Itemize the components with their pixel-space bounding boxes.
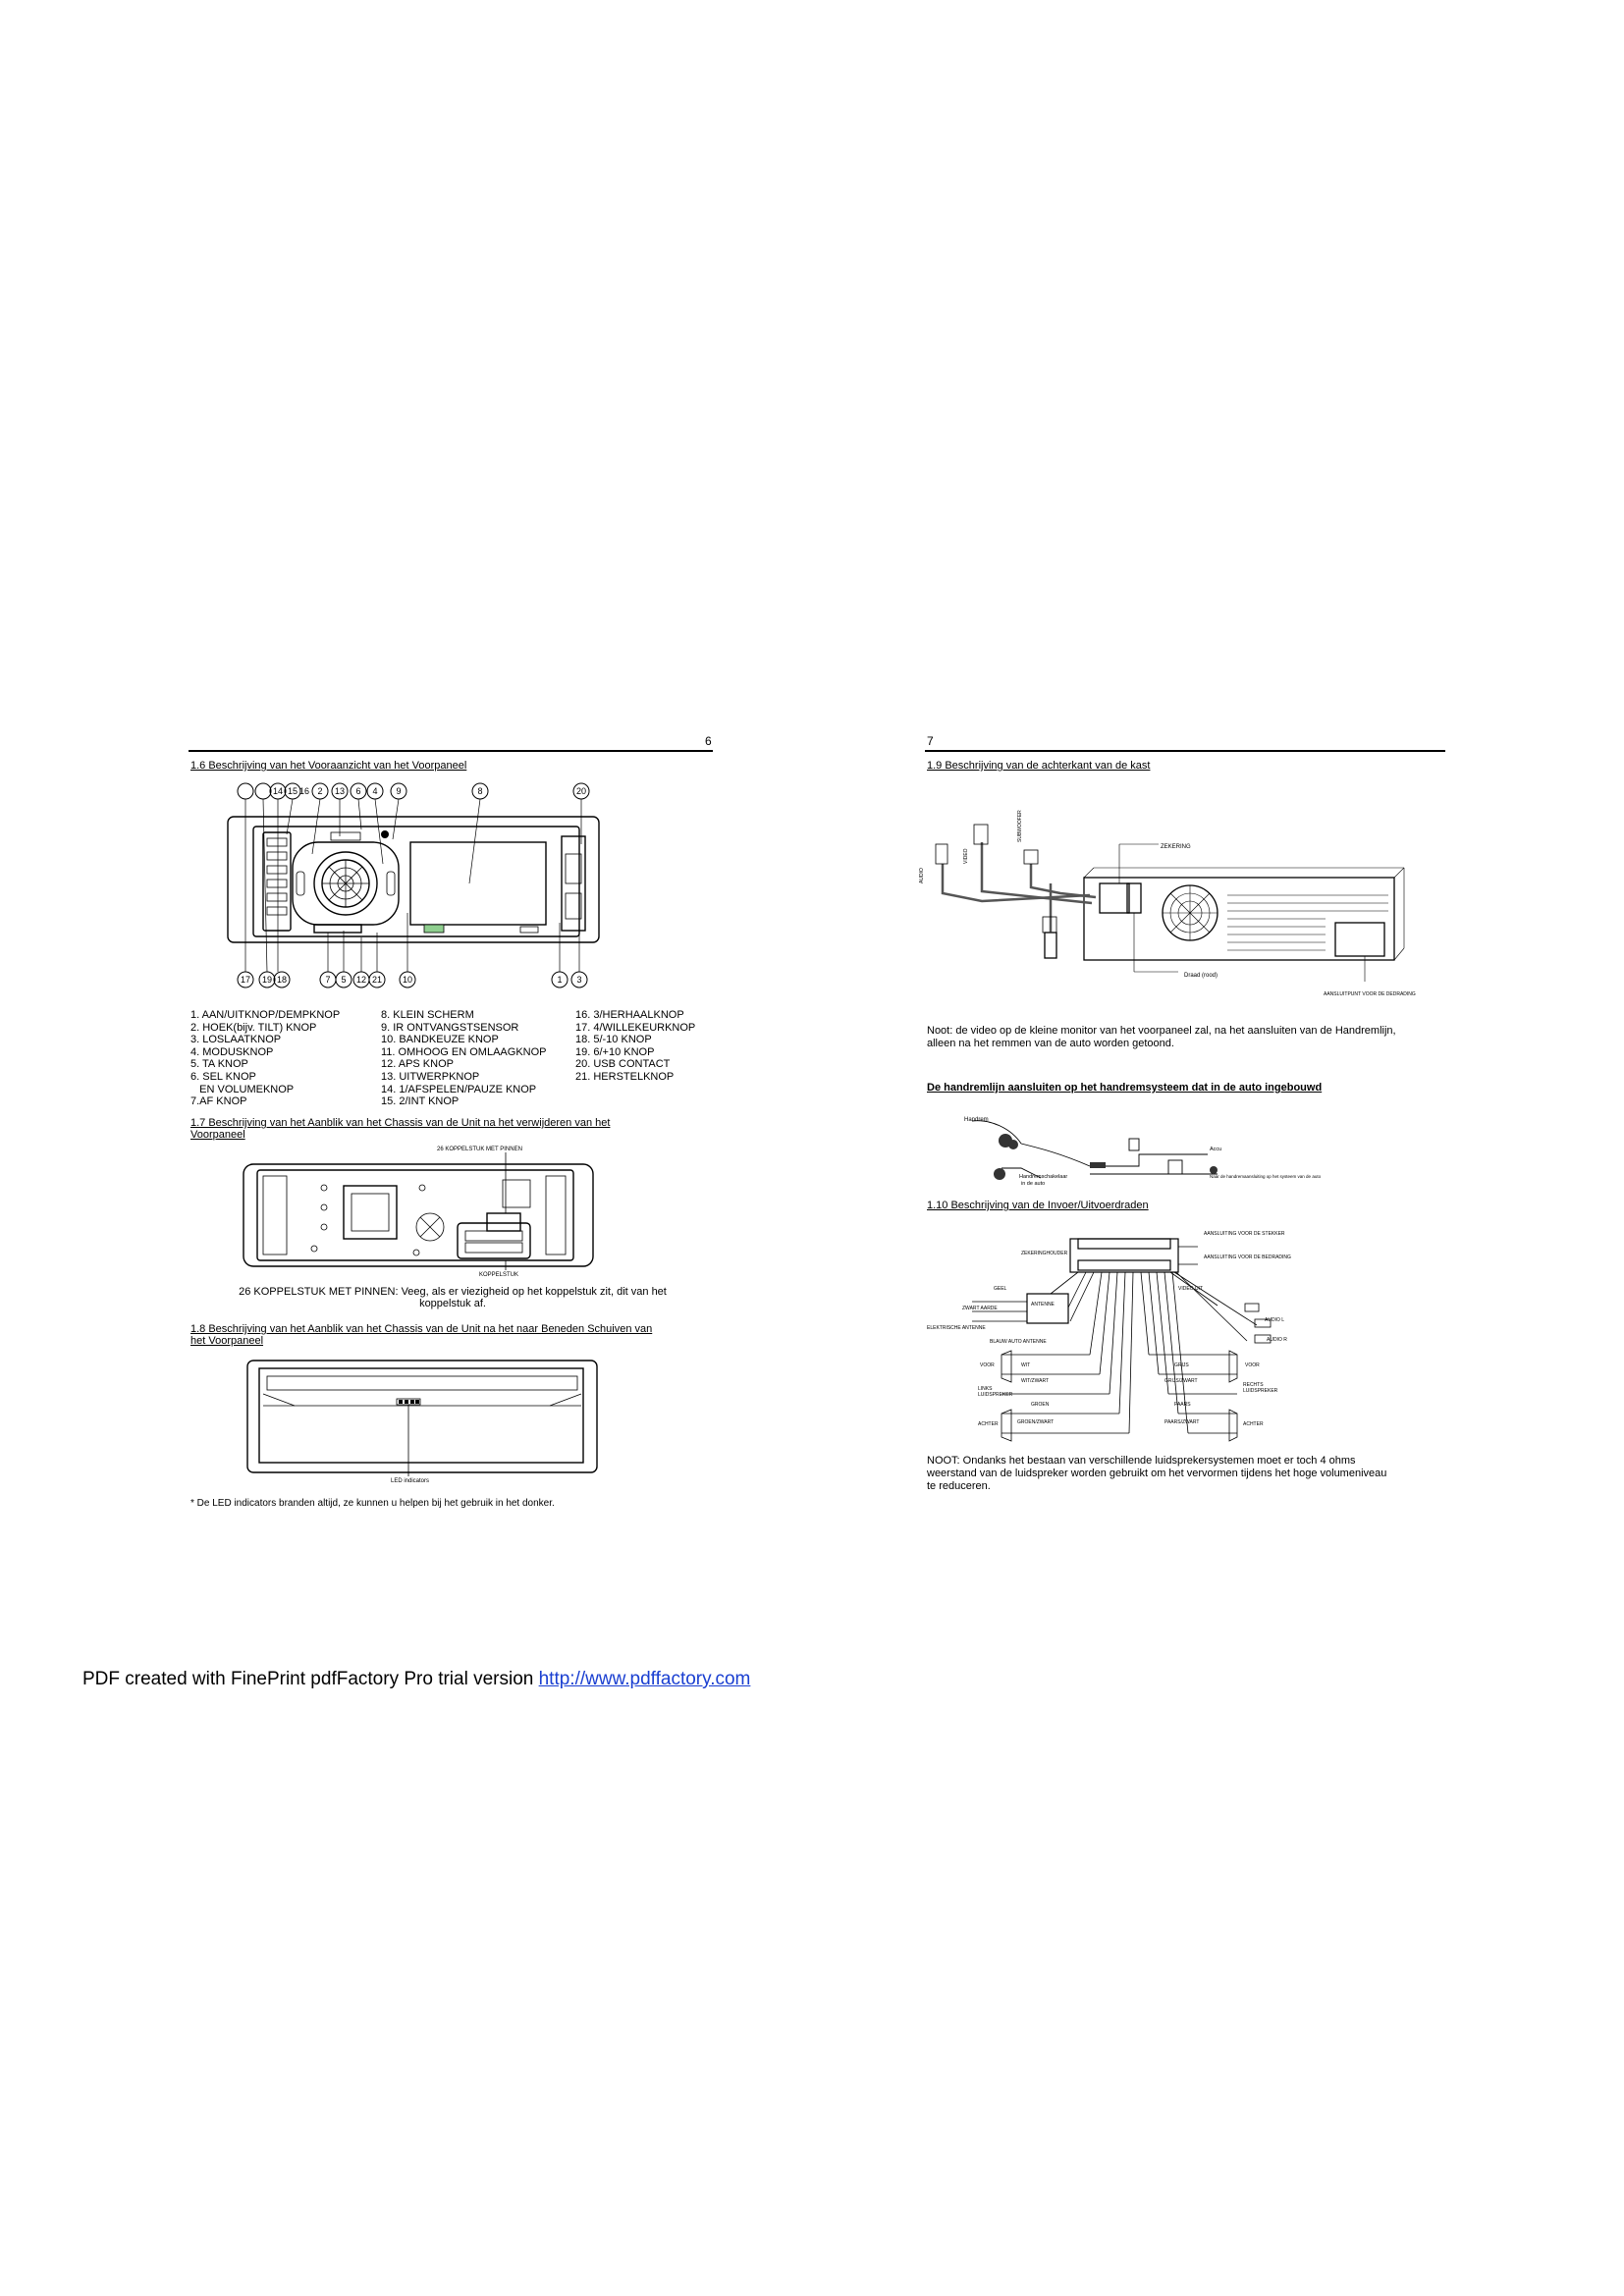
callout-label-7: 7 <box>325 975 331 985</box>
speaker-pos-left-speaker: LUIDSPREKER <box>978 1392 1013 1398</box>
speaker-color-green: GROEN <box>1031 1402 1050 1408</box>
wire-label-harness: AANSLUITING VOOR DE BEDRADING <box>1204 1255 1291 1260</box>
wire-label-electric-antenna: ELEKTRISCHE ANTENNE <box>927 1325 986 1331</box>
legend-item-21: 21. HERSTELKNOP <box>575 1070 675 1083</box>
wire-label-plug: AANSLUITING VOOR DE STEKKER <box>1204 1231 1285 1237</box>
hb-label-handbrake: Handrem <box>964 1117 989 1123</box>
hb-label-switch: Handremschakelaar <box>1019 1174 1068 1180</box>
section-1-9-title: 1.9 Beschrijving van de achterkant van de kast <box>927 760 1151 772</box>
callout-label-15: 15 <box>287 786 298 796</box>
speaker-color-white-black: WIT/ZWART <box>1021 1378 1050 1384</box>
legend-item-11: 11. OMHOOG EN OMLAAGKNOP <box>381 1045 547 1058</box>
callout-label-17: 17 <box>240 975 251 985</box>
wire-label-audio-l: AUDIO L <box>1265 1317 1285 1323</box>
footer-text: PDF created with FinePrint pdfFactory Pro trial version <box>82 1669 539 1689</box>
speaker-pos-right-speaker: LUIDSPREKER <box>1243 1388 1278 1394</box>
callout-label-14: 14 <box>272 786 284 796</box>
callout-label-13: 13 <box>334 786 346 796</box>
legend-item-8: 8. KLEIN SCHERM <box>381 1009 474 1021</box>
speaker-pos-left-rear: ACHTER <box>978 1421 999 1427</box>
legend-item-14: 14. 1/AFSPELEN/PAUZE KNOP <box>381 1083 537 1095</box>
legend-item-17: 17. 4/WILLEKEURKNOP <box>575 1021 696 1034</box>
callout-label-5: 5 <box>341 975 347 985</box>
led-indicators-label: LED indicators <box>391 1478 430 1484</box>
callout-label-3: 3 <box>576 975 582 985</box>
hb-label-remote: Naar de handremaansluiting op het systeem van de auto <box>1210 1174 1322 1179</box>
callout-label-16: 16 <box>298 786 310 796</box>
speaker-color-grey: GRIJS <box>1174 1362 1189 1368</box>
legend-item-20: 20. USB CONTACT <box>575 1058 671 1071</box>
note-line-2: weerstand van de luidspreker worden gebruikt om het vervormen tijdens het hoge volumeniveau <box>927 1468 1387 1479</box>
callout-label-8: 8 <box>477 786 483 796</box>
wire-label-yellow: GEEL <box>994 1286 1007 1292</box>
rear-label-fuse: ZEKERING <box>1161 844 1191 850</box>
speaker-color-green-black: GROEN/ZWART <box>1017 1419 1055 1425</box>
caption-line-2: koppelstuk af. <box>419 1298 486 1309</box>
speaker-color-white: WIT <box>1021 1362 1031 1368</box>
speaker-color-purple-black: PAARS/ZWART <box>1164 1419 1200 1425</box>
wire-label-fuseholder: ZEKERINGHOUDER <box>1021 1251 1068 1256</box>
caption-line-1: 26 KOPPELSTUK MET PINNEN: Veeg, als er viezigheid op het koppelstuk zit, dit van het <box>239 1286 667 1298</box>
callout-label-6: 6 <box>355 786 361 796</box>
wire-label-audio-r: AUDIO R <box>1267 1337 1287 1343</box>
legend-item-6b: EN VOLUMEKNOP <box>190 1083 295 1095</box>
legend-item-19: 19. 6/+10 KNOP <box>575 1045 655 1058</box>
wire-label-video-out: VIDEO UIT <box>1178 1286 1204 1292</box>
right-page-number: 7 <box>927 734 934 748</box>
speaker-pos-right-rear: ACHTER <box>1243 1421 1264 1427</box>
svg-text:SUBWOOFER: SUBWOOFER <box>1017 810 1023 842</box>
callout-label-18: 18 <box>276 975 288 985</box>
note-line-1: NOOT: Ondanks het bestaan van verschillende luidsprekersystemen moet er toch 4 ohms <box>927 1455 1356 1467</box>
legend-item-13: 13. UITWERPKNOP <box>381 1070 480 1083</box>
section-1-6-title: 1.6 Beschrijving van het Vooraanzicht van het Voorpaneel <box>190 760 467 772</box>
left-page-number: 6 <box>705 734 712 748</box>
section-1-8-title-line1: 1.8 Beschrijving van het Aanblik van het Chassis van de Unit na het naar Beneden Schuiven van <box>190 1323 653 1335</box>
legend-item-4: 4. MODUSKNOP <box>190 1045 274 1058</box>
legend-item-5: 5. TA KNOP <box>190 1058 248 1071</box>
speaker-color-grey-black: GRIJS/ZWART <box>1164 1378 1198 1384</box>
callout-label-1: 1 <box>557 975 563 985</box>
legend-item-15: 15. 2/INT KNOP <box>381 1095 460 1108</box>
legend-item-7: 7.AF KNOP <box>190 1095 247 1108</box>
section-1-10-note <box>927 1455 1457 1493</box>
speaker-pos-right-front: VOOR <box>1245 1362 1260 1368</box>
footer-link[interactable]: http://www.pdffactory.com <box>538 1669 751 1689</box>
legend-item-10: 10. BANDKEUZE KNOP <box>381 1034 499 1046</box>
wire-label-antenna: ANTENNE <box>1031 1302 1055 1308</box>
legend-item-16: 16. 3/HERHAALKNOP <box>575 1009 684 1021</box>
wire-label-black: ZWART AARDE <box>962 1306 998 1311</box>
wire-label-blue: BLAUW AUTO ANTENNE <box>990 1339 1047 1345</box>
note-line-2: alleen na het remmen van de auto worden getoond. <box>927 1038 1174 1049</box>
section-1-7-title-line2: Voorpaneel <box>190 1129 245 1141</box>
legend-item-2: 2. HOEK(bijv. TILT) KNOP <box>190 1021 317 1034</box>
callout-label-21: 21 <box>371 975 383 985</box>
section-1-10-title: 1.10 Beschrijving van de Invoer/Uitvoerdraden <box>927 1200 1149 1211</box>
callout-label-20: 20 <box>575 786 587 796</box>
handbrake-title: De handremlijn aansluiten op het handremsysteem dat in de auto ingebouwd <box>927 1082 1323 1094</box>
hb-label-battery: Accu <box>1210 1147 1222 1152</box>
callout-label-9: 9 <box>396 786 402 796</box>
svg-text:VIDEO: VIDEO <box>963 848 969 864</box>
legend-item-1: 1. AAN/UITKNOP/DEMPKNOP <box>190 1009 341 1021</box>
svg-text:AUDIO: AUDIO <box>919 868 925 883</box>
pdf-footer <box>82 1669 750 1690</box>
legend-item-12: 12. APS KNOP <box>381 1058 454 1071</box>
note-line-1: Noot: de video op de kleine monitor van het voorpaneel zal, na het aansluiten van de Handremlijn, <box>927 1025 1396 1037</box>
section-1-8-note: * De LED indicators branden altijd, ze kunnen u helpen bij het gebruik in het donker. <box>190 1498 555 1509</box>
rear-label-mains: AANSLUITPUNT VOOR DE DEDRADING <box>1324 991 1416 997</box>
section-1-8-title-line2: het Voorpaneel <box>190 1335 264 1347</box>
speaker-pos-left: LINKS <box>978 1386 993 1392</box>
callout-label-12: 12 <box>355 975 367 985</box>
speaker-pos-right: RECHTS <box>1243 1382 1264 1388</box>
legend-item-9: 9. IR ONTVANGSTSENSOR <box>381 1021 519 1034</box>
callout-label-10: 10 <box>402 975 413 985</box>
rear-label-wire: Draad (rood) <box>1184 973 1218 979</box>
legend-item-3: 3. LOSLAATKNOP <box>190 1034 282 1046</box>
section-1-7-title-line1: 1.7 Beschrijving van het Aanblik van het Chassis van de Unit na het verwijderen van het <box>190 1117 611 1129</box>
speaker-pos-left-front: VOOR <box>980 1362 995 1368</box>
speaker-color-purple: PAARS <box>1174 1402 1191 1408</box>
chassis-connector-label-bottom: KOPPELSTUK <box>479 1272 519 1278</box>
chassis-connector-label-top: 26 KOPPELSTUK MET PINNEN <box>437 1147 522 1152</box>
callout-label-4: 4 <box>372 786 378 796</box>
callout-label-19: 19 <box>261 975 273 985</box>
legend-item-18: 18. 5/-10 KNOP <box>575 1034 652 1046</box>
legend-item-6: 6. SEL KNOP <box>190 1070 256 1083</box>
callout-label-2: 2 <box>317 786 323 796</box>
note-line-3: te reduceren. <box>927 1480 991 1492</box>
hb-label-car: in de auto <box>1021 1181 1046 1187</box>
